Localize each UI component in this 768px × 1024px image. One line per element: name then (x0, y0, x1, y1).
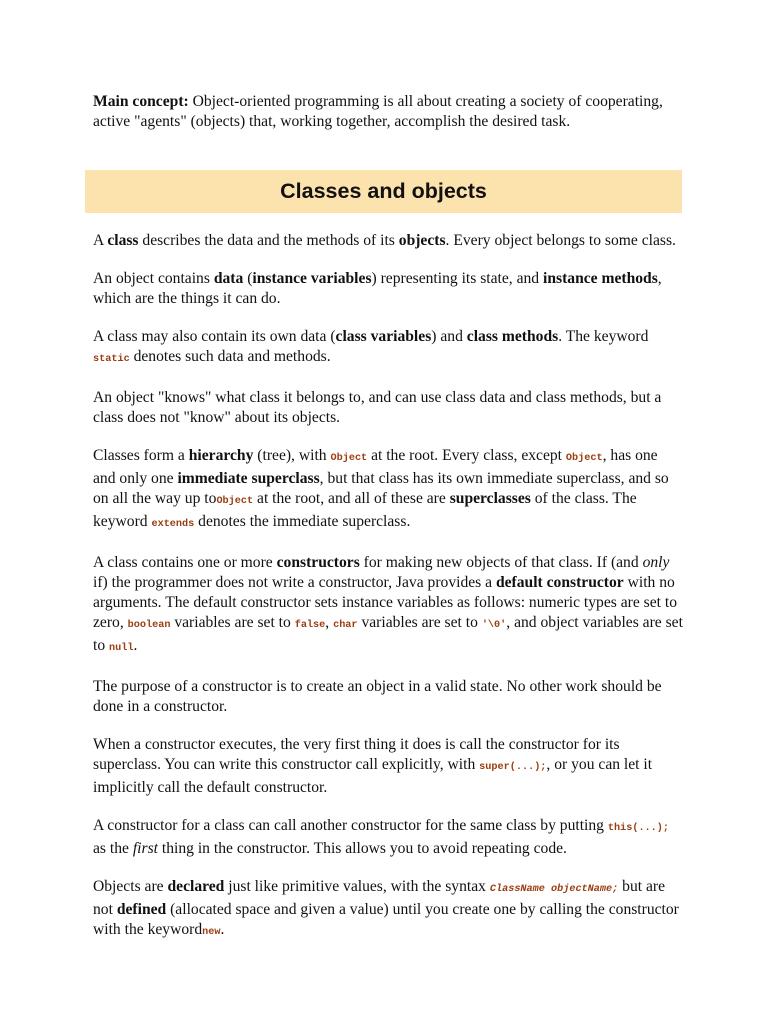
keyword-object: Object (216, 496, 254, 507)
intro-paragraph: Main concept: Object-oriented programming is all about creating a society of cooperating, active "agents" (objects) that, working together, accomplish the desired task. (93, 93, 663, 130)
section-title: Classes and objects (280, 179, 487, 203)
paragraph-class-definition: A class describes the data and the methods of its objects. Every object belongs to some class. (93, 232, 676, 249)
paragraph-object-contents: An object contains data (instance variables) representing its state, and instance methods, which are the things it can do. (93, 270, 662, 307)
paragraph-declaration: Objects are declared just like primitive values, with the syntax ClassName objectName; but are not defined (allocated space and given a value) until you create one by calling the constructor with the keywordnew. (93, 878, 679, 938)
keyword-object: Object (330, 453, 368, 464)
keyword-false: false (294, 620, 326, 631)
paragraph-superclass-constructor: When a constructor executes, the very first thing it does is call the constructor for its superclass. You can write this constructor call explicitly, with super(...);, or you can let it implicitly call the default constructor. (93, 736, 653, 796)
keyword-null-char: '\0' (481, 620, 507, 631)
main-concept-label: Main concept: (93, 93, 189, 110)
section-banner (85, 170, 682, 213)
section-body (93, 231, 683, 943)
keyword-boolean: boolean (127, 620, 171, 631)
keyword-char: char (333, 620, 358, 631)
paragraph-class-data: A class may also contain its own data (class variables) and class methods. The keyword static denotes such data and methods. (93, 328, 649, 365)
code-this-call: this(...); (607, 823, 670, 834)
keyword-static: static (93, 354, 130, 365)
code-super-call: super(...); (479, 762, 547, 773)
keyword-new: new (202, 927, 221, 938)
keyword-object: Object (565, 453, 603, 464)
code-declaration-syntax: ClassName objectName; (489, 884, 619, 895)
paragraph-this-call: A constructor for a class can call another constructor for the same class by putting this(...); as the first thing in the constructor. This allows you to avoid repeating code. (93, 817, 670, 857)
keyword-extends: extends (151, 519, 195, 530)
paragraph-constructors: A class contains one or more constructors for making new objects of that class. If (and only if) the programmer does not write a constructor, Java provides a default constructor with no arguments. The default constructor sets instance variables as follows: numeric types are set to zero, boolean variables are set to false, char variables are set to '\0', and object variables are set to null. (93, 554, 683, 654)
paragraph-hierarchy: Classes form a hierarchy (tree), with Object at the root. Every class, except Object, has one and only one immediate superclass, but that class has its own immediate superclass, and so on all the way up toObject at the root, and all of these are superclasses of the class. The keyword extends denotes the immediate superclass. (93, 447, 669, 530)
paragraph-object-knows: An object "knows" what class it belongs to, and can use class data and class methods, but a class does not "know" about its objects. (93, 389, 662, 426)
keyword-null: null (109, 643, 134, 654)
paragraph-constructor-purpose: The purpose of a constructor is to create an object in a valid state. No other work should be done in a constructor. (93, 678, 662, 715)
